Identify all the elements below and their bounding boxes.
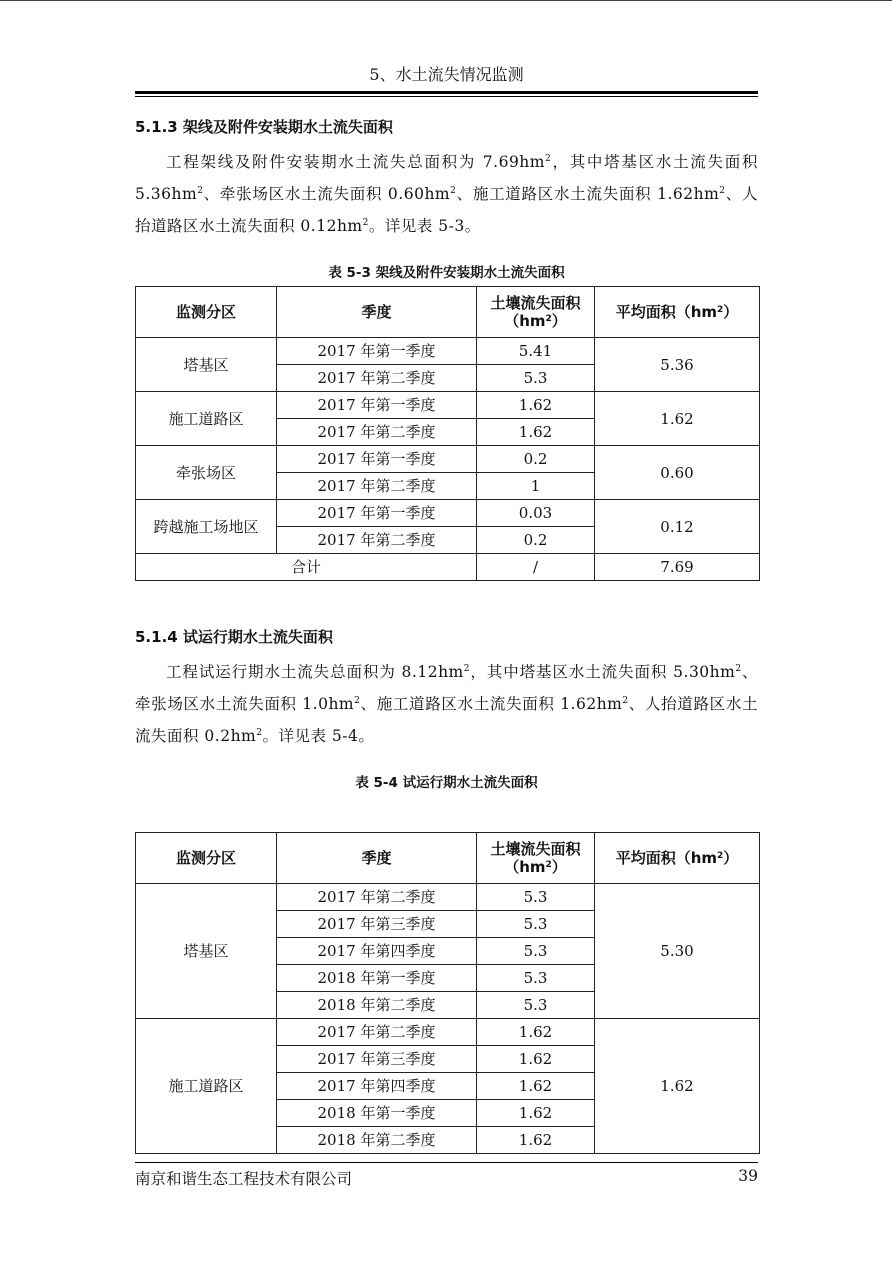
area-cell: 0.03 [477,500,595,527]
total-area: / [477,554,595,581]
header-rule-thin [135,96,758,97]
quarter-cell: 2017 年第四季度 [277,1073,477,1100]
zone-cell: 牵张场区 [136,446,277,500]
col-avg: 平均面积$(hm^2)$ [595,833,760,884]
area-cell: 1.62 [477,1046,595,1073]
col-zone: 监测分区 [136,833,277,884]
area-cell: 5.3 [477,884,595,911]
page-number: 39 [738,1167,758,1185]
zone-cell: 施工道路区 [136,392,277,446]
page-header: 5、水土流失情况监测 [369,65,524,84]
col-avg: 平均面积$(hm^2)$ [595,287,760,338]
total-label: 合计 [136,554,477,581]
area-cell: 1.62 [477,1073,595,1100]
col-area: 土壤流失面积 $(hm^2)$ [477,833,595,884]
total-avg: 7.69 [595,554,760,581]
footer-rule [135,1162,758,1163]
top-border [0,0,892,1]
quarter-cell: 2017 年第二季度 [277,1019,477,1046]
quarter-cell: 2017 年第一季度 [277,392,477,419]
quarter-cell: 2018 年第二季度 [277,992,477,1019]
footer-company: 南京和谐生态工程技术有限公司 [135,1170,353,1188]
quarter-cell: 2017 年第二季度 [277,365,477,392]
quarter-cell: 2017 年第三季度 [277,1046,477,1073]
table-5-4-caption: 表 5-4 试运行期水土流失面积 [355,775,538,791]
area-cell: 5.3 [477,992,595,1019]
area-cell: 1 [477,473,595,500]
avg-cell: 5.30 [595,884,760,1019]
table-row [136,500,760,527]
quarter-cell: 2017 年第二季度 [277,527,477,554]
quarter-cell: 2017 年第三季度 [277,911,477,938]
area-cell: 5.3 [477,365,595,392]
area-cell: 0.2 [477,527,595,554]
zone-cell: 塔基区 [136,338,277,392]
section-heading-5-1-3: 5.1.3 架线及附件安装期水土流失面积 [135,118,393,136]
table-row [136,392,760,419]
quarter-cell: 2017 年第一季度 [277,500,477,527]
area-cell: 1.62 [477,1019,595,1046]
avg-cell: 0.60 [595,446,760,500]
quarter-cell: 2017 年第二季度 [277,419,477,446]
table-header-row [136,833,760,884]
avg-cell: 1.62 [595,1019,760,1154]
table-total-row [136,554,760,581]
area-cell: 5.3 [477,911,595,938]
avg-cell: 1.62 [595,392,760,446]
header-rule-thick [135,91,758,94]
quarter-cell: 2018 年第一季度 [277,965,477,992]
quarter-cell: 2017 年第二季度 [277,473,477,500]
area-cell: 1.62 [477,392,595,419]
zone-cell: 施工道路区 [136,1019,277,1154]
area-cell: 5.41 [477,338,595,365]
section-heading-5-1-4: 5.1.4 试运行期水土流失面积 [135,628,333,646]
paragraph-5-1-4: 工程试运行期水土流失总面积为 $8.12hm^2$，其中塔基区水土流失面积 $5.30hm^2$、牵张场区水土流失面积 $1.0hm^2$、施工道路区水土流失面积 $1.62hm^2$、人抬道路区水土流失面积 $0.2hm^2$。详见表 5-4。 [135,663,759,745]
col-zone: 监测分区 [136,287,277,338]
area-cell: 1.62 [477,1127,595,1154]
quarter-cell: 2017 年第一季度 [277,446,477,473]
quarter-cell: 2017 年第一季度 [277,338,477,365]
avg-cell: 5.36 [595,338,760,392]
area-cell: 0.2 [477,446,595,473]
quarter-cell: 2018 年第二季度 [277,1127,477,1154]
quarter-cell: 2018 年第一季度 [277,1100,477,1127]
table-row [136,338,760,365]
quarter-cell: 2017 年第二季度 [277,884,477,911]
table-5-4 [135,832,760,1154]
table-row [136,884,760,911]
area-cell: 1.62 [477,1100,595,1127]
table-5-3-caption: 表 5-3 架线及附件安装期水土流失面积 [328,265,565,281]
col-quarter: 季度 [277,833,477,884]
area-cell: 5.3 [477,965,595,992]
area-cell: 5.3 [477,938,595,965]
quarter-cell: 2017 年第四季度 [277,938,477,965]
table-header-row [136,287,760,338]
avg-cell: 0.12 [595,500,760,554]
zone-cell: 塔基区 [136,884,277,1019]
col-area: 土壤流失面积 $(hm^2)$ [477,287,595,338]
zone-cell: 跨越施工场地区 [136,500,277,554]
area-cell: 1.62 [477,419,595,446]
table-5-3 [135,286,760,581]
paragraph-5-1-3: 工程架线及附件安装期水土流失总面积为 $7.69hm^2$，其中塔基区水土流失面积 $5.36hm^2$、牵张场区水土流失面积 $0.60hm^2$、施工道路区水土流失面积 $1.62hm^2$、人抬道路区水土流失面积 $0.12hm^2$。详见表 5-3。 [135,153,758,235]
col-quarter: 季度 [277,287,477,338]
table-row [136,446,760,473]
table-row [136,1019,760,1046]
